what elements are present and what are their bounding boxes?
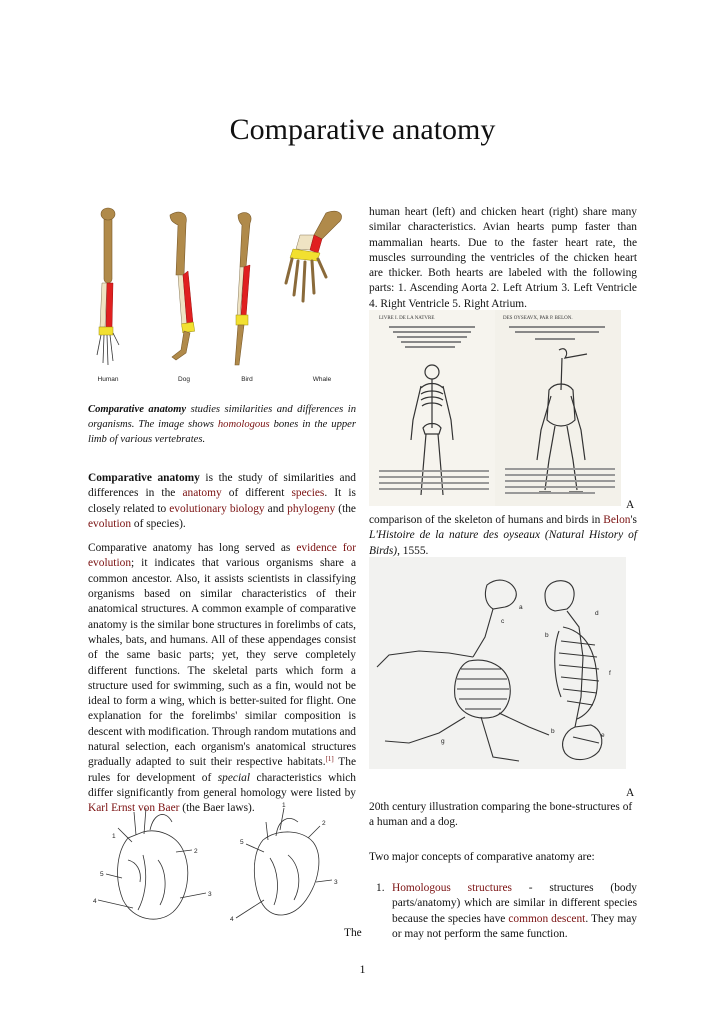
svg-text:2: 2 [194, 848, 198, 855]
intro-paragraph: Comparative anatomy is the study of similarities and differences in the anatomy of different species. It is closely related to evolutionary biology and phylogeny (the evolution of species). [88, 472, 356, 530]
homologous-link[interactable]: homologous [217, 419, 270, 430]
phylogeny-link[interactable]: phylogeny [287, 502, 336, 515]
reference-1-link[interactable]: [1] [325, 755, 334, 764]
svg-text:b: b [551, 728, 555, 735]
svg-text:4: 4 [230, 916, 234, 923]
svg-text:f: f [609, 670, 611, 677]
evolution-link[interactable]: evolution [88, 517, 132, 530]
limb-label-human: Human [97, 376, 119, 383]
species-link[interactable]: species [291, 487, 325, 500]
list-item: 1. Homologous structures - structures (body parts/anatomy) which are similar in different species because the species have common descent. They may or may not perform the same function. [376, 882, 637, 940]
svg-text:e: e [601, 732, 605, 739]
belon-link[interactable]: Belon [603, 514, 631, 526]
svg-text:1: 1 [282, 802, 286, 809]
dog-human-skeleton-figure [369, 557, 626, 769]
limb-label-dog: Dog [178, 376, 190, 383]
svg-text:c: c [501, 618, 505, 625]
svg-text:4: 4 [93, 898, 97, 905]
limbs-caption: Comparative anatomy studies similarities and differences in organisms. The image shows homologous bones in the upper limb of various vertebrates. [88, 404, 356, 445]
heart-caption-continued: human heart (left) and chicken heart (right) share many similar characteristics. Avian hearts pump faster than mammalian hearts. Due to the faster heart rate, the muscles surrounding the ventricles of the chicken heart are thicker. Both hearts are labeled with the following parts: 1. Ascending Aorta 2. Left Atrium 3. Left Ventricle 4. Right Ventricle 5. Right Atrium. [369, 206, 637, 310]
left-column [88, 402, 356, 826]
evidence-paragraph: Comparative anatomy has long served as evidence for evolution; it indicates that various organisms share a common ancestor. Also, it assists scientists in classifying organisms based on similar characteristics of their anatomical structures. A common example of comparative anatomy is the similar bone structures in forelimbs of cats, whales, bats, and humans. All of these appendages consist of the same basic parts; yet, they serve completely different functions. The skeletal parts which form a structure used for swimming, such as a fin, would not be ideal to form a wing, which is better-suited for flight. One explanation for the forelimbs' similar composition is descent with modification. Through random mutations and natural selection, each organism's anatomical structures gradually adapted to suit their respective habitats.[1] The rules for development of special characteristics which differ significantly from general homology were listed by Karl Ernst von Baer (the Baer laws). [88, 542, 357, 815]
page-title: Comparative anatomy [229, 113, 496, 146]
heart-comparison-figure [88, 800, 350, 940]
limb-label-bird: Bird [241, 376, 253, 383]
concepts-intro: Two major concepts of comparative anatomy are: [369, 851, 595, 863]
belon-right-header: DES OYSEAVX, PAR P. BELON. [503, 316, 573, 321]
chicken-heart-icon [236, 808, 332, 918]
anatomy-link[interactable]: anatomy [182, 487, 222, 500]
concepts-list [369, 881, 637, 942]
evolutionary-biology-link[interactable]: evolutionary biology [169, 502, 265, 515]
dog-leg-icon [170, 212, 195, 360]
svg-text:1: 1 [112, 833, 116, 840]
svg-text:2: 2 [322, 820, 326, 827]
svg-text:b: b [545, 632, 549, 639]
dog-caption: 20th century illustration comparing the bone-structures of a human and a dog. [369, 801, 633, 829]
belon-skeleton-figure [369, 310, 621, 506]
heart-caption-start: The [344, 927, 362, 939]
homologous-limbs-figure [88, 205, 353, 385]
belon-left-header: LIVRE I. DE LA NATVRE [379, 316, 435, 321]
karl-ernst-von-baer-link[interactable]: Karl Ernst von Baer [88, 802, 180, 815]
belon-caption-a: A [626, 499, 635, 511]
svg-text:d: d [595, 610, 599, 617]
bird-wing-icon [235, 213, 251, 365]
svg-text:3: 3 [208, 891, 212, 898]
limb-label-whale: Whale [312, 376, 332, 383]
human-arm-icon [97, 208, 119, 365]
dog-caption-a: A [626, 787, 635, 799]
homologous-structures-link[interactable]: Homologous structures [392, 882, 512, 894]
belon-caption: comparison of the skeleton of humans and birds in Belon's L'Histoire de la nature des oyseaux (Natural History of Birds), 1555. [369, 514, 637, 557]
svg-text:a: a [519, 604, 523, 611]
svg-text:5: 5 [100, 871, 104, 878]
common-descent-link[interactable]: common descent [508, 912, 586, 925]
human-heart-icon [98, 808, 206, 919]
svg-text:3: 3 [334, 879, 338, 886]
svg-text:g: g [441, 738, 445, 745]
svg-text:5: 5 [240, 839, 244, 846]
page-number: 1 [359, 962, 366, 976]
whale-flipper-icon [286, 211, 342, 301]
evidence-for-evolution-link[interactable]: evidence for evolution [88, 542, 357, 570]
